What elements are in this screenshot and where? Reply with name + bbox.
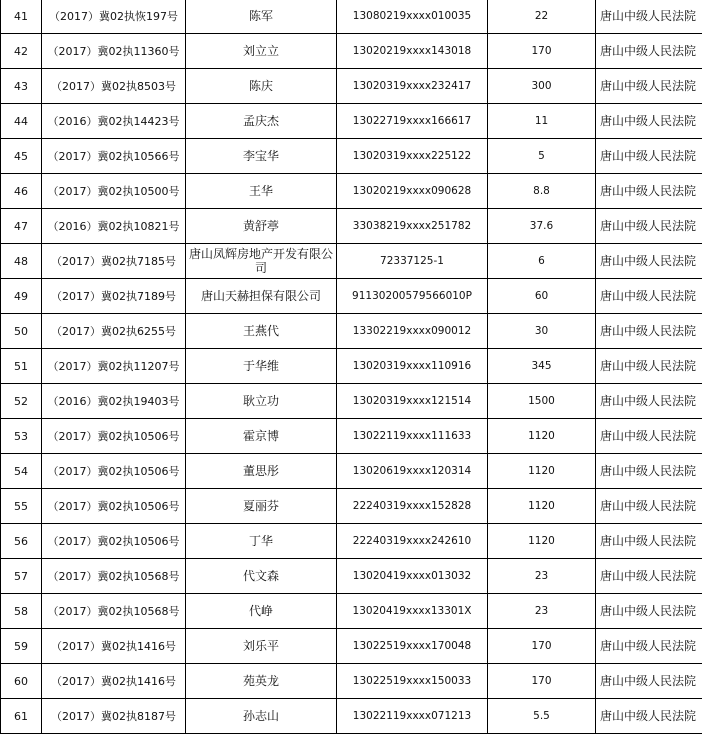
row-number-cell: 52 [1, 384, 42, 419]
case-number-cell: （2017）冀02执10506号 [42, 454, 186, 489]
court-cell: 唐山中级人民法院 [596, 279, 702, 314]
row-number-cell: 48 [1, 244, 42, 279]
party-name-cell: 刘立立 [186, 34, 337, 69]
row-number-cell: 45 [1, 139, 42, 174]
row-number-cell: 55 [1, 489, 42, 524]
debtor-table-body [1, 0, 702, 734]
amount-cell: 170 [488, 629, 596, 664]
party-name-cell: 霍京博 [186, 419, 337, 454]
party-name-cell: 陈庆 [186, 69, 337, 104]
table-row [1, 209, 702, 244]
id-number-cell: 13022719xxxx166617 [337, 104, 488, 139]
case-number-cell: （2017）冀02执10506号 [42, 419, 186, 454]
table-row [1, 279, 702, 314]
amount-cell: 11 [488, 104, 596, 139]
party-name-cell: 丁华 [186, 524, 337, 559]
amount-cell: 300 [488, 69, 596, 104]
amount-cell: 170 [488, 34, 596, 69]
row-number-cell: 61 [1, 699, 42, 734]
party-name-cell: 黄舒葶 [186, 209, 337, 244]
table-row [1, 594, 702, 629]
case-number-cell: （2017）冀02执10566号 [42, 139, 186, 174]
court-cell: 唐山中级人民法院 [596, 69, 702, 104]
court-cell: 唐山中级人民法院 [596, 524, 702, 559]
case-number-cell: （2017）冀02执1416号 [42, 629, 186, 664]
amount-cell: 5 [488, 139, 596, 174]
party-name-cell: 夏丽芬 [186, 489, 337, 524]
case-number-cell: （2017）冀02执恢197号 [42, 0, 186, 34]
row-number-cell: 51 [1, 349, 42, 384]
table-row [1, 384, 702, 419]
case-number-cell: （2017）冀02执8187号 [42, 699, 186, 734]
party-name-cell: 董思彤 [186, 454, 337, 489]
table-row [1, 139, 702, 174]
amount-cell: 170 [488, 664, 596, 699]
id-number-cell: 13020219xxxx143018 [337, 34, 488, 69]
court-cell: 唐山中级人民法院 [596, 699, 702, 734]
amount-cell: 23 [488, 559, 596, 594]
id-number-cell: 13020419xxxx13301X [337, 594, 488, 629]
id-number-cell: 22240319xxxx242610 [337, 524, 488, 559]
case-number-cell: （2017）冀02执10500号 [42, 174, 186, 209]
row-number-cell: 57 [1, 559, 42, 594]
court-cell: 唐山中级人民法院 [596, 0, 702, 34]
court-cell: 唐山中级人民法院 [596, 489, 702, 524]
case-number-cell: （2017）冀02执10506号 [42, 524, 186, 559]
court-cell: 唐山中级人民法院 [596, 314, 702, 349]
id-number-cell: 91130200579566010P [337, 279, 488, 314]
row-number-cell: 47 [1, 209, 42, 244]
party-name-cell: 耿立功 [186, 384, 337, 419]
table-row [1, 664, 702, 699]
party-name-cell: 唐山天赫担保有限公司 [186, 279, 337, 314]
court-cell: 唐山中级人民法院 [596, 664, 702, 699]
amount-cell: 8.8 [488, 174, 596, 209]
court-cell: 唐山中级人民法院 [596, 244, 702, 279]
amount-cell: 1120 [488, 419, 596, 454]
case-number-cell: （2017）冀02执6255号 [42, 314, 186, 349]
court-cell: 唐山中级人民法院 [596, 559, 702, 594]
id-number-cell: 13020619xxxx120314 [337, 454, 488, 489]
case-number-cell: （2016）冀02执14423号 [42, 104, 186, 139]
case-number-cell: （2017）冀02执10506号 [42, 489, 186, 524]
row-number-cell: 58 [1, 594, 42, 629]
table-row [1, 314, 702, 349]
party-name-cell: 陈军 [186, 0, 337, 34]
id-number-cell: 13020319xxxx110916 [337, 349, 488, 384]
row-number-cell: 54 [1, 454, 42, 489]
id-number-cell: 33038219xxxx251782 [337, 209, 488, 244]
case-number-cell: （2017）冀02执11207号 [42, 349, 186, 384]
row-number-cell: 60 [1, 664, 42, 699]
case-number-cell: （2017）冀02执7185号 [42, 244, 186, 279]
table-row [1, 0, 702, 34]
table-row [1, 454, 702, 489]
row-number-cell: 56 [1, 524, 42, 559]
table-row [1, 524, 702, 559]
row-number-cell: 59 [1, 629, 42, 664]
amount-cell: 5.5 [488, 699, 596, 734]
row-number-cell: 46 [1, 174, 42, 209]
id-number-cell: 13020419xxxx013032 [337, 559, 488, 594]
party-name-cell: 刘乐平 [186, 629, 337, 664]
amount-cell: 1500 [488, 384, 596, 419]
row-number-cell: 42 [1, 34, 42, 69]
party-name-cell: 孟庆杰 [186, 104, 337, 139]
party-name-cell: 唐山凤辉房地产开发有限公司 [186, 244, 337, 279]
row-number-cell: 44 [1, 104, 42, 139]
party-name-cell: 代文森 [186, 559, 337, 594]
table-row [1, 34, 702, 69]
amount-cell: 345 [488, 349, 596, 384]
case-number-cell: （2017）冀02执11360号 [42, 34, 186, 69]
row-number-cell: 53 [1, 419, 42, 454]
court-cell: 唐山中级人民法院 [596, 594, 702, 629]
case-number-cell: （2017）冀02执10568号 [42, 559, 186, 594]
court-cell: 唐山中级人民法院 [596, 349, 702, 384]
case-number-cell: （2017）冀02执10568号 [42, 594, 186, 629]
row-number-cell: 50 [1, 314, 42, 349]
id-number-cell: 13020319xxxx121514 [337, 384, 488, 419]
amount-cell: 37.6 [488, 209, 596, 244]
table-row [1, 104, 702, 139]
id-number-cell: 13022519xxxx170048 [337, 629, 488, 664]
id-number-cell: 13022119xxxx071213 [337, 699, 488, 734]
party-name-cell: 李宝华 [186, 139, 337, 174]
case-number-cell: （2017）冀02执7189号 [42, 279, 186, 314]
row-number-cell: 41 [1, 0, 42, 34]
amount-cell: 23 [488, 594, 596, 629]
row-number-cell: 43 [1, 69, 42, 104]
party-name-cell: 苑英龙 [186, 664, 337, 699]
party-name-cell: 代峥 [186, 594, 337, 629]
table-row [1, 559, 702, 594]
table-row [1, 69, 702, 104]
party-name-cell: 王燕代 [186, 314, 337, 349]
id-number-cell: 13020219xxxx090628 [337, 174, 488, 209]
court-cell: 唐山中级人民法院 [596, 104, 702, 139]
row-number-cell: 49 [1, 279, 42, 314]
amount-cell: 22 [488, 0, 596, 34]
case-number-cell: （2016）冀02执10821号 [42, 209, 186, 244]
table-row [1, 174, 702, 209]
court-cell: 唐山中级人民法院 [596, 454, 702, 489]
id-number-cell: 72337125-1 [337, 244, 488, 279]
table-row [1, 419, 702, 454]
id-number-cell: 13080219xxxx010035 [337, 0, 488, 34]
id-number-cell: 13020319xxxx225122 [337, 139, 488, 174]
court-cell: 唐山中级人民法院 [596, 419, 702, 454]
court-cell: 唐山中级人民法院 [596, 174, 702, 209]
party-name-cell: 王华 [186, 174, 337, 209]
amount-cell: 60 [488, 279, 596, 314]
id-number-cell: 22240319xxxx152828 [337, 489, 488, 524]
id-number-cell: 13022119xxxx111633 [337, 419, 488, 454]
court-cell: 唐山中级人民法院 [596, 34, 702, 69]
amount-cell: 30 [488, 314, 596, 349]
table-row [1, 699, 702, 734]
court-cell: 唐山中级人民法院 [596, 139, 702, 174]
amount-cell: 1120 [488, 454, 596, 489]
case-number-cell: （2017）冀02执1416号 [42, 664, 186, 699]
court-cell: 唐山中级人民法院 [596, 384, 702, 419]
case-number-cell: （2016）冀02执19403号 [42, 384, 186, 419]
id-number-cell: 13020319xxxx232417 [337, 69, 488, 104]
table-row [1, 349, 702, 384]
court-cell: 唐山中级人民法院 [596, 209, 702, 244]
party-name-cell: 于华维 [186, 349, 337, 384]
court-cell: 唐山中级人民法院 [596, 629, 702, 664]
party-name-cell: 孙志山 [186, 699, 337, 734]
amount-cell: 6 [488, 244, 596, 279]
table-row [1, 489, 702, 524]
id-number-cell: 13302219xxxx090012 [337, 314, 488, 349]
id-number-cell: 13022519xxxx150033 [337, 664, 488, 699]
table-row [1, 629, 702, 664]
case-number-cell: （2017）冀02执8503号 [42, 69, 186, 104]
table-row [1, 244, 702, 279]
amount-cell: 1120 [488, 524, 596, 559]
amount-cell: 1120 [488, 489, 596, 524]
